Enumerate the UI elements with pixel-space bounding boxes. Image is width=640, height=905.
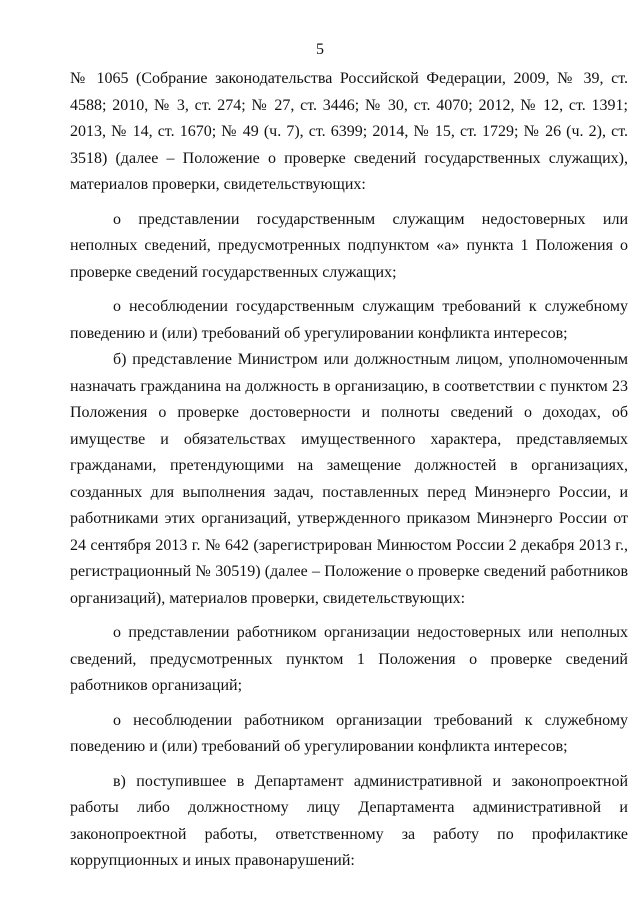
paragraph-item: о представлении государственным служащим недостоверных или неполных сведений, предусмотренных подпунктом «а» пункта 1 Положения о проверке сведений государственных служащих;: [70, 210, 628, 281]
paragraph-subsection-v: в) поступившее в Департамент административной и законопроектной работы либо должностному лицу Департамента административной и законопроектной работы, ответственному за работу по профилактике коррупционных и иных правонарушений:: [70, 772, 628, 869]
page-number: 5: [316, 41, 324, 58]
paragraph-item: о представлении работником организации недостоверных или неполных сведений, предусмотренных пунктом 1 Положения о проверке сведений работников организаций;: [70, 624, 628, 694]
paragraph-item: о несоблюдении работником организации требований к служебному поведению и (или) требований об урегулировании конфликта интересов;: [70, 711, 628, 755]
paragraph-subsection-b: б) представление Министром или должностным лицом, уполномоченным назначать гражданина на должность в организацию, в соответствии с пунктом 23 Положения о проверке достоверности и полноты сведений о доходах, об имуществе и обязательствах имущественного характера, представляемых гражданами, претендующими на замещение должностей в организациях, созданных для выполнения задач, поставленных перед Минэнерго России, и работниками этих организаций, утвержденного приказом Минэнерго России от 24 сентября 2013 г. № 642 (зарегистрирован Минюстом России 2 декабря 2013 г., регистрационный № 30519) (далее – Положение о проверке сведений работников организаций), материалов проверки, свидетельствующих:: [70, 351, 628, 607]
paragraph-item: о несоблюдении государственным служащим требований к служебному поведению и (или) требований об урегулировании конфликта интересов;: [70, 298, 628, 342]
paragraph-continuation: № 1065 (Собрание законодательства Российской Федерации, 2009, № 39, ст. 4588; 2010, № 3, ст. 274; № 27, ст. 3446; № 30, ст. 4070; 2012, № 12, ст. 1391; 2013, № 14, ст. 1670; № 49 (ч. 7), ст. 6399; 2014, № 15, ст. 1729; № 26 (ч. 2), ст. 3518) (далее – Положение о проверке сведений государственных служащих), материалов проверки, свидетельствующих:: [70, 70, 628, 193]
document-body: [70, 66, 628, 875]
